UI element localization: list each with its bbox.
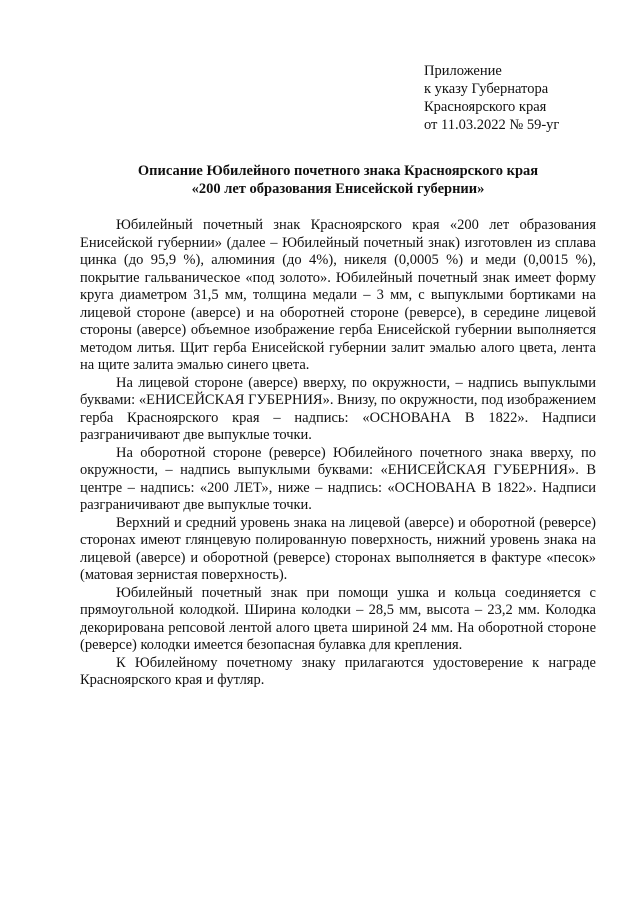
paragraph: Верхний и средний уровень знака на лицевой (аверсе) и оборотной (реверсе) сторонах имеют глянцевую полированную поверхность, нижний уровень знака на лицевой (аверсе) и оборотной (реверсе) сторонах выполняется в фактуре «песок» (матовая зернистая поверхность). <box>80 514 596 583</box>
appendix-line: Красноярского края <box>424 99 547 115</box>
appendix-line: от 11.03.2022 № 59-уг <box>424 117 560 133</box>
paragraph: К Юбилейному почетному знаку прилагаются удостоверение к награде Красноярского края и футляр. <box>80 654 596 688</box>
paragraph: Юбилейный почетный знак Красноярского края «200 лет образования Енисейской губернии» (далее – Юбилейный почетный знак) изготовлен из сплава цинка (до 95,9 %), алюминия (до 4%), никеля (0,0005 %) и меди (0,0015 %), покрытие гальваническое «под золото». Юбилейный почетный знак имеет форму круга диаметром 31,5 мм, толщина медали – 3 мм, с выпуклыми бортиками на лицевой стороне (аверсе) и на оборотней стороне (реверсе), в середине лицевой стороны (аверсе) объемное изображение герба Енисейской губернии выполняется методом литья. Щит герба Енисейской губернии залит эмалью алого цвета, лента на щите залита эмалью синего цвета. <box>80 217 596 373</box>
paragraph: На оборотной стороне (реверсе) Юбилейного почетного знака вверху, по окружности, – надпись выпуклыми буквами: «ЕНИСЕЙСКАЯ ГУБЕРНИЯ». В центре – надпись: «200 ЛЕТ», ниже – надпись: «ОСНОВАНА В 1822». Надписи разграничивают две выпуклые точки. <box>80 444 596 513</box>
title-line-2: «200 лет образования Енисейской губернии» <box>191 181 485 197</box>
paragraph: На лицевой стороне (аверсе) вверху, по окружности, – надпись выпуклыми буквами: «ЕНИСЕЙСКАЯ ГУБЕРНИЯ». Внизу, по окружности, под изображением герба Красноярского края – надпись: «ОСНОВАНА В 1822». Надписи разграничивают две выпуклые точки. <box>80 374 596 443</box>
appendix-block <box>424 62 624 134</box>
document-title <box>80 162 596 198</box>
document-body <box>80 217 596 690</box>
appendix-line: к указу Губернатора <box>424 81 549 97</box>
paragraph: Юбилейный почетный знак при помощи ушка и кольца соединяется с прямоугольной колодкой. Ширина колодки – 28,5 мм, высота – 23,2 мм. Колодка декорирована репсовой лентой алого цвета шириной 24 мм. На оборотной стороне (реверсе) колодки имеется безопасная булавка для крепления. <box>80 584 596 653</box>
title-line-1: Описание Юбилейного почетного знака Красноярского края <box>137 163 539 179</box>
appendix-line: Приложение <box>424 63 502 79</box>
